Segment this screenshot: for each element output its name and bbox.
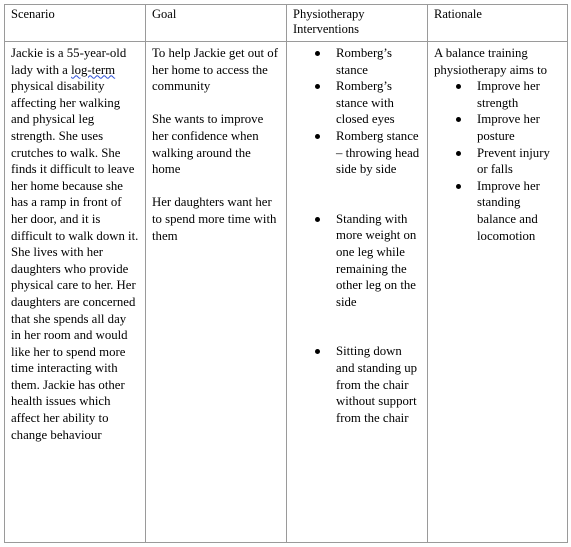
rationale-item [434, 78, 561, 111]
rationale-text: Prevent injury or falls [477, 145, 550, 177]
header-scenario: Scenario [5, 5, 146, 42]
intervention-text: Romberg’s stance with closed eyes [336, 79, 395, 127]
content-row [5, 42, 568, 543]
intervention-text: Romberg’s stance [336, 46, 392, 77]
goal-spacer-2 [152, 178, 280, 195]
goal-spacer-1 [152, 95, 280, 112]
goal-paragraph-1: To help Jackie get out of her home to access the community [152, 46, 278, 94]
scenario-text-start: Jackie is a 55-year-old lady with a [11, 46, 127, 77]
bullet-icon [315, 349, 320, 354]
rationale-text: Improve her standing balance and locomotion [477, 178, 540, 243]
header-interventions: Physiotherapy Interventions [287, 5, 428, 42]
intervention-text: Sitting down and standing up from the chair without support from the chair [336, 344, 418, 425]
intervention-text: Romberg stance – throwing head side by side [336, 128, 420, 177]
header-goal: Goal [146, 5, 287, 42]
intervention-item [293, 343, 421, 426]
bullet-icon [315, 84, 320, 89]
rationale-item [434, 178, 561, 244]
rationale-text: Improve her posture [477, 112, 540, 143]
goal-cell [146, 42, 287, 543]
header-rationale: Rationale [428, 5, 568, 42]
rationale-item [434, 145, 561, 178]
rationale-text: Improve her strength [477, 79, 540, 110]
intervention-text: Standing with more weight on one leg while remaining the other leg on the side [336, 211, 417, 309]
intervention-item [293, 78, 421, 128]
scenario-text-rest: physical disability affecting her walking and physical leg strength. She uses crutches to walk. She finds it difficult to leave her home because she has a ramp in front of her door, and it is difficult to walk down it. She lives with her daughters who provide physical care to her. Her daughters are concerned that she spends all day in her room and would like her to spend more time interacting with them. Jackie has other health issues which affect her ability to change behaviour [11, 79, 139, 442]
goal-paragraph-3: Her daughters want her to spend more time with them [152, 195, 277, 243]
rationale-item [434, 111, 561, 144]
intervention-item [293, 45, 421, 78]
bullet-icon [315, 51, 320, 56]
rationale-intro: A balance training physiotherapy aims to [434, 46, 548, 77]
bullet-icon [456, 117, 461, 122]
goal-paragraph-2: She wants to improve her confidence when walking around the home [152, 112, 264, 177]
rationale-list [434, 78, 561, 244]
scenario-cell [5, 42, 146, 543]
header-row [5, 5, 568, 42]
intervention-item [293, 211, 421, 311]
scenario-flagged-word: log-term [71, 62, 116, 77]
care-plan-table [4, 4, 568, 543]
interventions-cell [287, 42, 428, 543]
bullet-icon [315, 217, 320, 222]
interventions-list [293, 45, 421, 426]
intervention-item [293, 128, 421, 178]
rationale-cell [428, 42, 568, 543]
bullet-icon [456, 84, 461, 89]
bullet-icon [456, 184, 461, 189]
bullet-icon [315, 134, 320, 139]
bullet-icon [456, 151, 461, 156]
